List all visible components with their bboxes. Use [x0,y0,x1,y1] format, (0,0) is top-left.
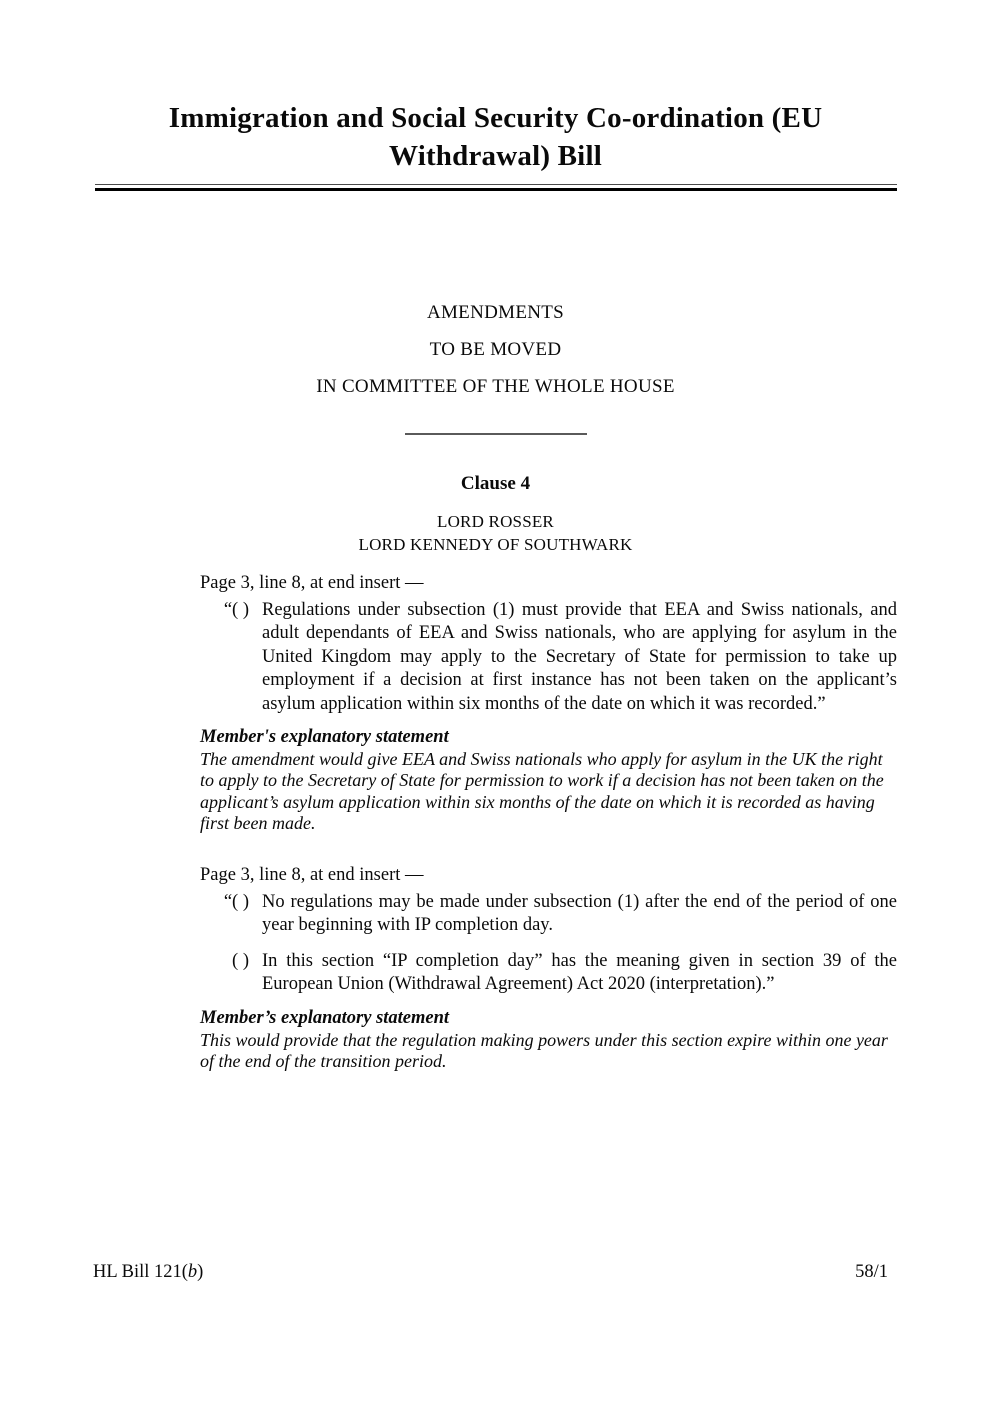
paragraph-marker: “( ) [223,891,249,912]
page-footer [93,1261,888,1284]
explanatory-text: This would provide that the regulation making powers under this section expire within one year of the end of the transition period. [200,1029,888,1071]
amendments-heading: AMENDMENTS [426,302,565,323]
paragraph-text: Regulations under subsection (1) must provide that EEA and Swiss nationals, and adult dependants of EEA and Swiss nationals, who are applying for asylum in the United Kingdom may apply to the Secretary of State for permission to take up employment if a decision at first instance has not been taken on the applicant’s asylum application within six months of the date on which it was recorded.” [262,599,897,714]
amendment-instruction: Page 3, line 8, at end insert — [200,865,424,886]
section-divider-rule [405,433,587,435]
explanatory-text: The amendment would give EEA and Swiss nationals who apply for asylum in the UK the right to apply to the Secretary of State for permission to work if a decision has not been taken on the applicant’s asylum application within six months of the date on which it is recorded as having first been made. [200,749,884,833]
explanatory-heading: Member’s explanatory statement [200,1007,450,1028]
paragraph-marker: ( ) [232,950,249,971]
paragraph-marker: “( ) [223,599,249,620]
to-be-moved-heading: TO BE MOVED [429,339,562,360]
sponsor-name: LORD KENNEDY OF SOUTHWARK [358,534,633,554]
bill-title [0,0,991,175]
amendment-paragraph [200,599,897,717]
clause-heading: Clause 4 [460,473,531,494]
amendment-block [200,572,897,834]
amendment-paragraph [200,950,897,997]
paragraph-text: No regulations may be made under subsection (1) after the end of the period of one year beginning with IP completion day. [262,891,897,936]
sponsor-name: LORD ROSSER [437,512,554,531]
amendments-content [200,572,897,1072]
title-double-rule [95,184,897,191]
amendment-instruction: Page 3, line 8, at end insert — [200,573,424,593]
committee-heading: IN COMMITTEE OF THE WHOLE HOUSE [316,376,675,397]
amendments-heading-block [0,294,991,405]
bill-title-line2: Withdrawal) Bill [389,140,602,172]
amendment-paragraph [200,891,897,938]
explanatory-heading: Member's explanatory statement [200,727,449,747]
footer-page-ref: 58/1 [855,1262,888,1282]
footer-bill-number: HL Bill 121(b) [93,1262,204,1282]
bill-title-line1: Immigration and Social Security Co-ordination (EU [168,102,823,134]
paragraph-text: In this section “IP completion day” has the meaning given in section 39 of the European Union (Withdrawal Agreement) Act 2020 (interpretation).” [262,950,897,995]
amendment-block [200,864,897,1072]
sponsor-list [0,511,991,556]
